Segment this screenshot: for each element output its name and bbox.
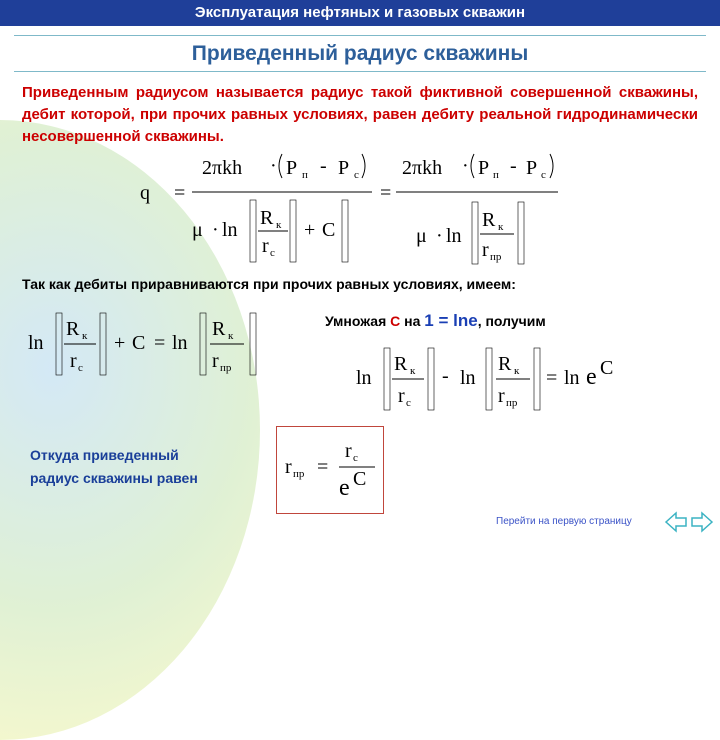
multiply-suffix: , получим xyxy=(477,313,546,329)
flow-rate-formula xyxy=(140,142,560,270)
f1-num2-2pikh: 2πkh xyxy=(402,157,443,179)
multiply-c: С xyxy=(390,313,401,329)
page-title: Приведенный радиус скважины xyxy=(191,42,529,65)
multiply-mid: на xyxy=(404,313,421,329)
result-formula-box xyxy=(276,426,384,514)
f3-minus: - xyxy=(442,365,449,387)
f1-num-P2: P xyxy=(338,157,350,179)
f3-r1: r xyxy=(398,385,405,407)
f2-R1: R xyxy=(66,318,80,340)
f1-den2-lbracket xyxy=(472,202,478,264)
f1-q: q xyxy=(140,182,150,204)
f4-den-C: C xyxy=(353,468,367,490)
f1-num-lparen xyxy=(279,154,282,178)
definition-text: Приведенным радиусом называется радиус такой фиктивной совершенной скважины, дебит которой, при прочих равных условиях, равен дебиту реальной гидродинамически несовершенной скважины. xyxy=(22,84,698,145)
f2-plus: + xyxy=(114,332,126,354)
f1-den-ln: ln xyxy=(222,219,238,241)
f1-den-rbracket xyxy=(290,200,296,262)
f3-C: C xyxy=(600,357,614,379)
f3-lbracket1 xyxy=(384,348,390,410)
f4-r: r xyxy=(285,456,292,478)
f2-r1: r xyxy=(70,350,77,372)
f1-eq2: = xyxy=(380,182,392,204)
f1-den-plus: + xyxy=(304,219,316,241)
f4-sub-pr: пр xyxy=(293,468,305,480)
f3-R1: R xyxy=(394,353,408,375)
since-text: Так как дебиты приравниваются при прочих равных условиях, имеем: xyxy=(22,276,516,292)
f1-eq: = xyxy=(174,182,186,204)
f1-num2-lparen xyxy=(471,154,474,178)
f4-num-sub-c: c xyxy=(353,452,358,464)
nav-arrows xyxy=(664,510,714,534)
f1-num-rparen xyxy=(362,154,365,178)
f1-num2-dot: · xyxy=(462,155,469,177)
f1-den2-ln: ln xyxy=(446,225,462,247)
f2-sub-c1: c xyxy=(78,362,83,374)
multiply-note xyxy=(325,311,546,331)
f2-lbracket1 xyxy=(56,313,62,375)
f1-num-minus: - xyxy=(320,155,327,177)
f1-den-outer-rbracket xyxy=(342,200,348,262)
f3-e: e xyxy=(586,364,597,390)
difference-formula xyxy=(352,340,632,420)
f2-sub-k1: к xyxy=(82,330,88,342)
f2-lbracket2 xyxy=(200,313,206,375)
f2-eq: = xyxy=(154,332,166,354)
f1-den-mu: μ xyxy=(192,219,203,241)
f1-den-sub-c: c xyxy=(270,247,275,259)
f1-den-dot: · xyxy=(212,219,219,241)
f1-num-2pikh: 2πkh xyxy=(202,157,243,179)
f1-den-C: C xyxy=(322,219,336,241)
result-formula xyxy=(277,427,383,513)
next-arrow-icon[interactable] xyxy=(692,513,712,531)
f1-num-sub-p: п xyxy=(302,169,308,181)
f2-sub-pr2: пр xyxy=(220,362,232,374)
f1-den-sub-k: к xyxy=(276,219,282,231)
f3-sub-pr2: пр xyxy=(506,397,518,409)
f3-rbracket1 xyxy=(428,348,434,410)
f1-den2-mu: μ xyxy=(416,225,427,247)
f1-num2-P2: P xyxy=(526,157,538,179)
f2-sub-k2: к xyxy=(228,330,234,342)
f3-lbracket2 xyxy=(486,348,492,410)
multiply-prefix: Умножая xyxy=(325,313,387,329)
f1-den2-rbracket xyxy=(518,202,524,264)
f3-rbracket2 xyxy=(534,348,540,410)
f1-den-R: R xyxy=(260,207,274,229)
top-rule xyxy=(14,35,706,36)
f2-ln2: ln xyxy=(172,332,188,354)
f3-R2: R xyxy=(498,353,512,375)
f3-r2: r xyxy=(498,385,505,407)
f1-num2-P1: P xyxy=(478,157,490,179)
f4-num-r: r xyxy=(345,440,352,462)
multiply-eq: 1 = lne xyxy=(424,311,478,330)
f4-den-e: e xyxy=(339,475,350,501)
equality-formula xyxy=(22,305,272,385)
f3-sub-k2: к xyxy=(514,365,520,377)
f1-num2-rparen xyxy=(550,154,553,178)
result-text xyxy=(30,444,198,490)
f2-C: C xyxy=(132,332,146,354)
title-rule xyxy=(14,71,706,72)
f1-den2-sub-k: к xyxy=(498,221,504,233)
f2-r2: r xyxy=(212,350,219,372)
f1-num-P1: P xyxy=(286,157,298,179)
f3-ln2: ln xyxy=(460,367,476,389)
f2-R2: R xyxy=(212,318,226,340)
header-title: Эксплуатация нефтяных и газовых скважин xyxy=(194,4,526,21)
f3-sub-c1: c xyxy=(406,397,411,409)
f1-num2-minus: - xyxy=(510,155,517,177)
f1-den2-r: r xyxy=(482,239,489,261)
f2-rbracket1 xyxy=(100,313,106,375)
f1-den-lbracket xyxy=(250,200,256,262)
f2-ln1: ln xyxy=(28,332,44,354)
f1-num2-sub-c: c xyxy=(541,169,546,181)
first-page-link[interactable]: Перейти на первую страницу xyxy=(496,516,632,527)
f3-sub-k1: к xyxy=(410,365,416,377)
f1-num-dot: · xyxy=(270,155,277,177)
f1-den2-R: R xyxy=(482,209,496,231)
result-text-line2: радиус скважины равен xyxy=(30,470,198,486)
f4-eq: = xyxy=(317,456,329,478)
f2-rbracket2 xyxy=(250,313,256,375)
f1-den2-sub-pr: пр xyxy=(490,251,502,263)
f1-num-sub-c: c xyxy=(354,169,359,181)
header-bar xyxy=(0,0,720,26)
prev-arrow-icon[interactable] xyxy=(666,513,686,531)
f3-ln3: ln xyxy=(564,367,580,389)
f1-num2-sub-p: п xyxy=(493,169,499,181)
f1-den2-dot: · xyxy=(436,225,443,247)
result-text-line1: Откуда приведенный xyxy=(30,447,179,463)
f1-den-r: r xyxy=(262,235,269,257)
f3-ln1: ln xyxy=(356,367,372,389)
f3-eq: = xyxy=(546,367,558,389)
